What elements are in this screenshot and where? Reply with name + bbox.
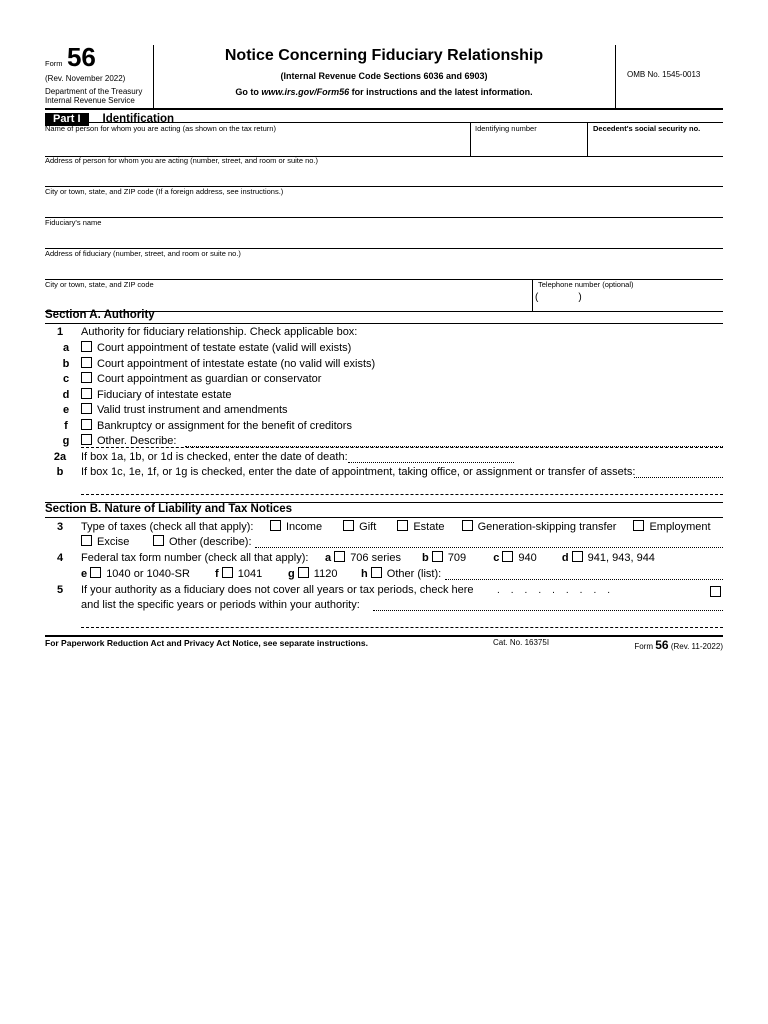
appointment-date-field[interactable]: [634, 465, 723, 480]
option-letter: e: [62, 404, 70, 416]
option-c[interactable]: [81, 372, 321, 387]
tax-type-income[interactable]: Income: [270, 521, 322, 533]
line-4-forms-row1: [325, 551, 655, 566]
tax-other-describe-field[interactable]: [255, 547, 723, 548]
line-5-row2: and list the specific years or periods within your authority:: [45, 598, 723, 613]
option-b[interactable]: [81, 357, 375, 372]
form-title-block: [153, 45, 616, 108]
line-5-periods-field-line2[interactable]: [81, 627, 723, 628]
option-letter: g: [62, 435, 70, 447]
tax-gst-checkbox[interactable]: [462, 520, 473, 531]
line-1b: [45, 357, 723, 372]
tax-type-gst[interactable]: Generation-skipping transfer: [462, 521, 617, 533]
tax-income-checkbox[interactable]: [270, 520, 281, 531]
form-1120-checkbox[interactable]: [298, 567, 309, 578]
line-4: 4 Federal tax form number (check all that apply):: [56, 552, 309, 564]
fiduciary-city-label: City or town, state, and ZIP code: [45, 280, 154, 289]
option-label: Court appointment of intestate estate (no valid will exists): [97, 357, 376, 370]
phone-label: Telephone number (optional): [538, 280, 634, 289]
checkbox-1c[interactable]: [81, 372, 92, 383]
line-3-row2: [45, 535, 723, 550]
form-number: 56: [66, 42, 96, 72]
option-letter: a: [62, 342, 70, 354]
form-941-checkbox[interactable]: [572, 551, 583, 562]
omb-block: [615, 45, 723, 108]
option-letter: b: [62, 357, 70, 370]
irs-link[interactable]: www.irs.gov/Form56: [261, 87, 350, 97]
fiduciary-address-label: Address of fiduciary (number, street, and room or suite no.): [45, 249, 241, 258]
id-number-field[interactable]: [471, 124, 587, 152]
option-label: Other. Describe:: [97, 435, 177, 447]
fiduciary-address-field[interactable]: [45, 258, 723, 278]
checkbox-1d[interactable]: [81, 388, 92, 399]
line-5-periods-field[interactable]: [373, 610, 723, 611]
tax-estate-checkbox[interactable]: [397, 520, 408, 531]
tax-type-excise[interactable]: Excise: [81, 535, 129, 550]
revision: (Rev. November 2022): [45, 74, 126, 83]
form-941[interactable]: d 941, 943, 944: [561, 552, 655, 564]
option-letter: f: [64, 419, 68, 432]
name-field[interactable]: [45, 124, 470, 152]
form-1041[interactable]: f 1041: [215, 568, 263, 580]
option-label: Valid trust instrument and amendments: [97, 404, 288, 416]
option-e[interactable]: [81, 403, 288, 418]
city-field[interactable]: [45, 196, 723, 216]
form-id-block: [45, 42, 154, 108]
form-1041-checkbox[interactable]: [222, 567, 233, 578]
form-940-checkbox[interactable]: [502, 551, 513, 562]
address-field[interactable]: [45, 165, 723, 185]
option-label: Bankruptcy or assignment for the benefit of creditors: [97, 419, 352, 432]
ssn-field[interactable]: [588, 124, 723, 152]
option-letter: d: [62, 388, 70, 401]
line-2b: b If box 1c, 1e, 1f, or 1g is checked, enter the date of appointment, taking office, or assignment or transfer of assets:: [45, 465, 723, 480]
form-other[interactable]: h Other (list):: [361, 568, 442, 580]
dept-line1: Department of the Treasury: [45, 86, 143, 96]
form-other-list-field[interactable]: [445, 579, 723, 580]
dept-line2: Internal Revenue Service: [45, 96, 135, 105]
fiduciary-name-field[interactable]: [45, 227, 723, 247]
section-a-title: Section A. Authority: [45, 309, 155, 321]
line-1a: [45, 341, 723, 356]
part1-tag: Part I: [45, 113, 89, 126]
fiduciary-city-field[interactable]: [45, 289, 532, 309]
goto-line: Go to www.irs.gov/Form56 for instructions and the latest information.: [235, 87, 533, 97]
city-label: City or town, state, and ZIP code (If a foreign address, see instructions.): [45, 187, 284, 196]
tax-other-checkbox[interactable]: [153, 535, 164, 546]
section-b-title: Section B. Nature of Liability and Tax Notices: [45, 503, 293, 515]
checkbox-1a[interactable]: [81, 341, 92, 352]
option-a[interactable]: [81, 341, 351, 356]
omb-number: OMB No. 1545-0013: [627, 70, 701, 79]
tax-type-gift[interactable]: Gift: [343, 521, 376, 533]
line-3: 3 Type of taxes (check all that apply):: [56, 521, 254, 533]
address-label: Address of person for whom you are acting (number, street, and room or suite no.): [45, 156, 319, 165]
tax-excise-checkbox[interactable]: [81, 535, 92, 546]
checkbox-1b[interactable]: [81, 357, 92, 368]
form-1120[interactable]: g 1120: [288, 568, 338, 580]
cat-number: Cat. No. 16375I: [493, 638, 550, 647]
id-number-label: Identifying number: [475, 124, 537, 133]
form-other-checkbox[interactable]: [371, 567, 382, 578]
line-5: 5 If your authority as a fiduciary does not cover all years or tax periods, check here .........: [45, 583, 723, 598]
line-3-tax-types: [270, 520, 711, 535]
checkbox-1f[interactable]: [81, 419, 92, 430]
tax-type-other[interactable]: Other (describe):: [153, 535, 252, 550]
form-label: Form: [45, 59, 63, 68]
option-label: Fiduciary of intestate estate: [97, 388, 232, 401]
date-of-death-field[interactable]: [348, 449, 514, 464]
line-1e: [45, 403, 723, 418]
paperwork-notice: For Paperwork Reduction Act and Privacy Act Notice, see separate instructions.: [45, 638, 368, 648]
option-f[interactable]: [81, 419, 352, 434]
checkbox-1e[interactable]: [81, 403, 92, 414]
option-label: Court appointment as guardian or conservator: [97, 373, 322, 385]
line-2a: 2a If box 1a, 1b, or 1d is checked, enter the date of death:: [45, 450, 723, 465]
form-1040-checkbox[interactable]: [90, 567, 101, 578]
form-940[interactable]: c 940: [493, 552, 537, 564]
form-706[interactable]: a 706 series: [325, 552, 401, 564]
form-1040[interactable]: e 1040 or 1040-SR: [81, 568, 190, 580]
name-label: Name of person for whom you are acting (as shown on the tax return): [45, 124, 276, 133]
appointment-date-field-line2[interactable]: [81, 494, 723, 495]
line-1c: [45, 372, 723, 387]
phone-field[interactable]: ( ): [535, 292, 582, 303]
part1-title: Identification: [102, 113, 175, 125]
form-709-checkbox[interactable]: [432, 551, 443, 562]
form-title: Notice Concerning Fiduciary Relationship: [224, 47, 544, 64]
option-label: Court appointment of testate estate (valid will exists): [97, 342, 352, 354]
tax-gift-checkbox[interactable]: [343, 520, 354, 531]
option-d[interactable]: [81, 388, 232, 403]
tax-type-estate[interactable]: Estate: [397, 521, 444, 533]
line-1f: [45, 419, 723, 434]
tax-type-employment[interactable]: Employment: [633, 521, 710, 533]
ssn-label: Decedent's social security no.: [593, 124, 701, 133]
line-4-row2: [45, 567, 723, 582]
fiduciary-name-label: Fiduciary's name: [45, 218, 102, 227]
form-706-checkbox[interactable]: [334, 551, 345, 562]
line-1d: [45, 388, 723, 403]
tax-employment-checkbox[interactable]: [633, 520, 644, 531]
form-footer-id: Form 56 (Rev. 11-2022): [634, 638, 723, 652]
checkbox-1g[interactable]: [81, 434, 92, 445]
option-letter: c: [62, 373, 70, 385]
line-1: 1 Authority for fiduciary relationship. Check applicable box:: [56, 326, 358, 338]
line-5-checkbox[interactable]: [710, 586, 721, 597]
form-subtitle: (Internal Revenue Code Sections 6036 and 6903): [280, 71, 488, 81]
form-709[interactable]: b 709: [422, 552, 467, 564]
